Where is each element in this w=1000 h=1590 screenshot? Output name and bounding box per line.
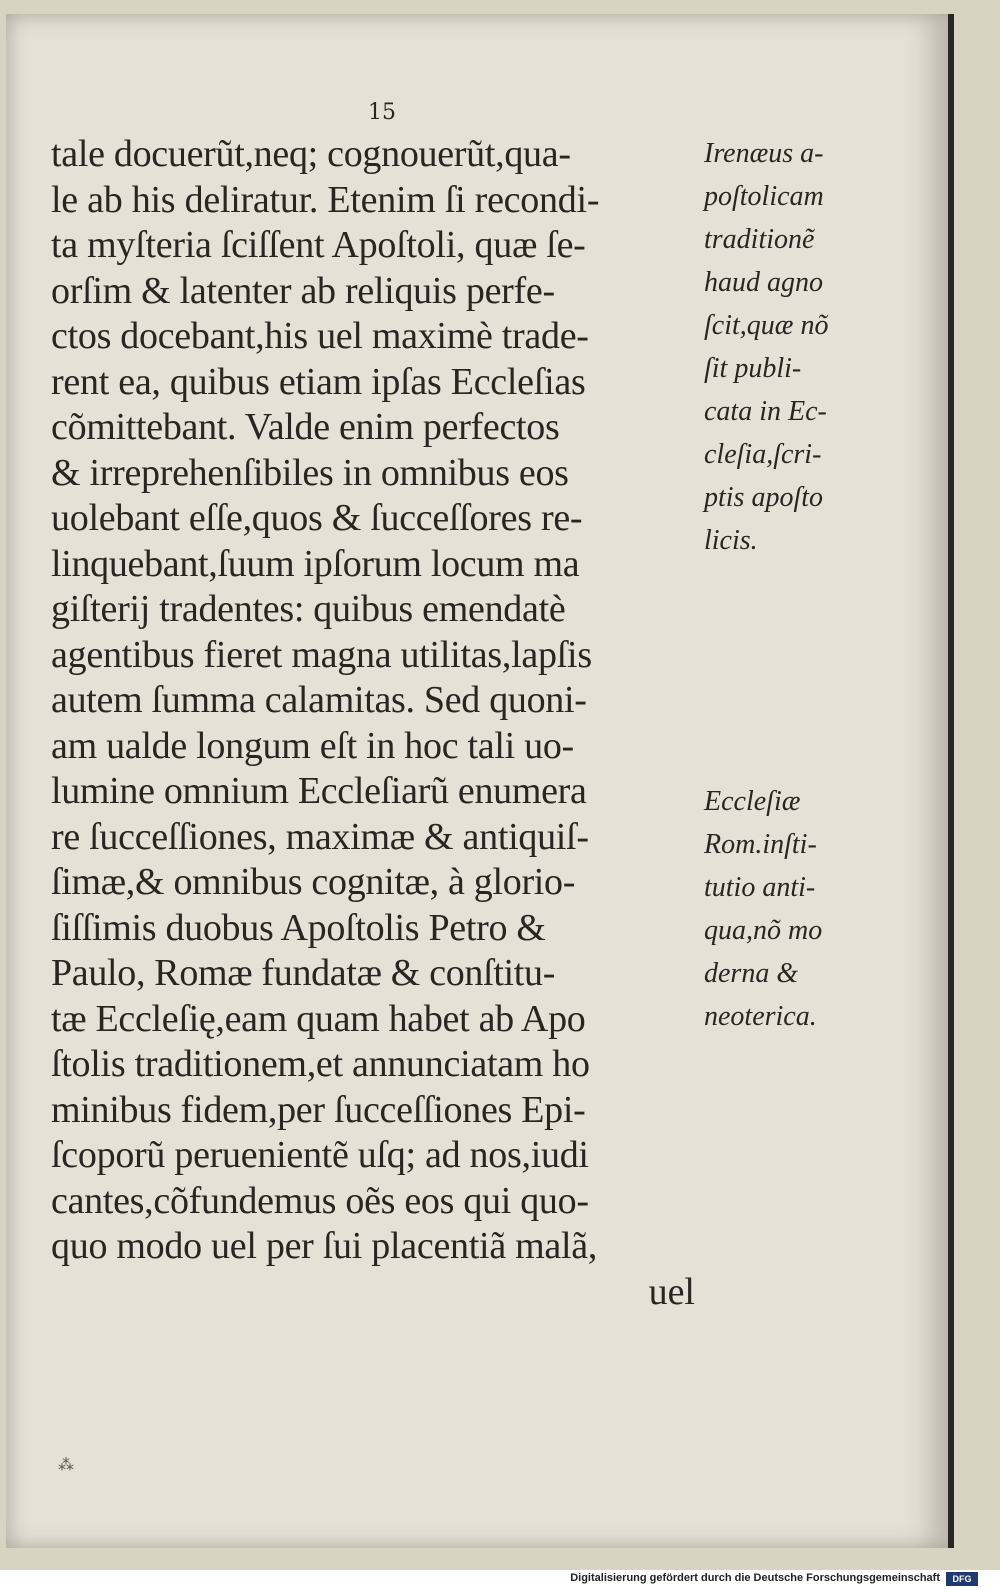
text-line: orſim & latenter ab reliquis perfe- [51,269,555,312]
marginal-note-ecclesiae [704,780,822,1038]
marginal-note-line: qua,nõ mo [704,915,823,946]
marginal-note-line: ptis apoſto [704,482,824,513]
text-line: Paulo, Romæ fundatæ & conſtitu- [51,952,556,994]
text-line: ſtolis traditionem,et annunciatam ho [51,1043,590,1085]
text-line: ta myſteria ſciſſent Apoſtoli, quæ ſe- [51,224,586,266]
page-number: 15 [368,100,396,125]
text-line: agentibus fieret magna utilitas,lapſis [51,633,592,676]
marginal-note-line: Eccleſiæ [704,786,801,817]
marginal-note-line: neoterica. [704,1001,817,1032]
text-line: re ſucceſſiones, maximæ & antiquiſ- [51,815,589,858]
marginal-note-line: derna & [704,958,799,989]
dfg-logo: DFG [946,1572,978,1586]
text-line: & irreprehenſibiles in omnibus eos [51,451,569,494]
text-line: le ab his deliratur. Etenim ſi recondi- [51,178,600,221]
text-line: ſimæ,& omnibus cognitæ, à glorio- [51,861,576,903]
text-line: uolebant eſſe,quos & ſucceſſores re- [51,497,583,539]
footer-credit: Digitalisierung gefördert durch die Deutsche Forschungsgemeinschaft [570,1572,940,1584]
marginal-note-line: licis. [704,525,758,556]
text-line: autem ſumma calamitas. Sed quoni- [51,679,587,721]
text-line: cõmittebant. Valde enim perfectos [51,406,560,448]
ink-speck-decoration: ⁂ [58,1455,74,1474]
marginal-note-line: cleſia,ſcri- [704,439,822,470]
text-line: quo modo uel per ſui placentiã malã, [51,1225,598,1267]
marginal-note-line: cata in Ec- [704,396,827,427]
marginal-note-line: Rom.inſti- [704,829,817,860]
marginal-note-line: poſtolicam [704,181,824,212]
text-line: tale docuerũt,neq; cognouerũt,qua- [51,133,571,175]
text-line: linquebant,ſuum ipſorum locum ma [51,542,580,585]
text-line: minibus fidem,per ſucceſſiones Epi- [51,1088,586,1131]
footer-bar [0,1570,1000,1590]
marginal-note-line: ſit publi- [704,353,802,384]
text-line: ctos docebant,his uel maximè trade- [51,315,589,357]
catchword: uel [648,1270,695,1313]
marginal-note-line: tutio anti- [704,872,816,903]
text-line: giſterij tradentes: quibus emendatè [51,588,566,630]
main-text-block [51,132,701,1315]
text-line: rent ea, quibus etiam ipſas Eccleſias [51,360,586,403]
text-line: ſiſſimis duobus Apoſtolis Petro & [51,906,546,949]
marginal-note-line: haud agno [704,267,823,298]
text-line: ſcoporũ peruenientẽ uſq; ad nos,iudi [51,1134,589,1176]
marginal-note-irenaeus [704,132,828,562]
marginal-note-line: traditionẽ [704,224,815,255]
text-line: am ualde longum eſt in hoc tali uo- [51,724,574,767]
text-line: cantes,cõfundemus oẽs eos qui quo- [51,1179,589,1222]
text-line: lumine omnium Eccleſiarũ enumera [51,770,587,812]
marginal-note-line: ſcit,quæ nõ [704,310,829,341]
text-line: tæ Eccleſię,eam quam habet ab Apo [51,997,586,1040]
marginal-note-line: Irenæus a- [704,138,824,169]
